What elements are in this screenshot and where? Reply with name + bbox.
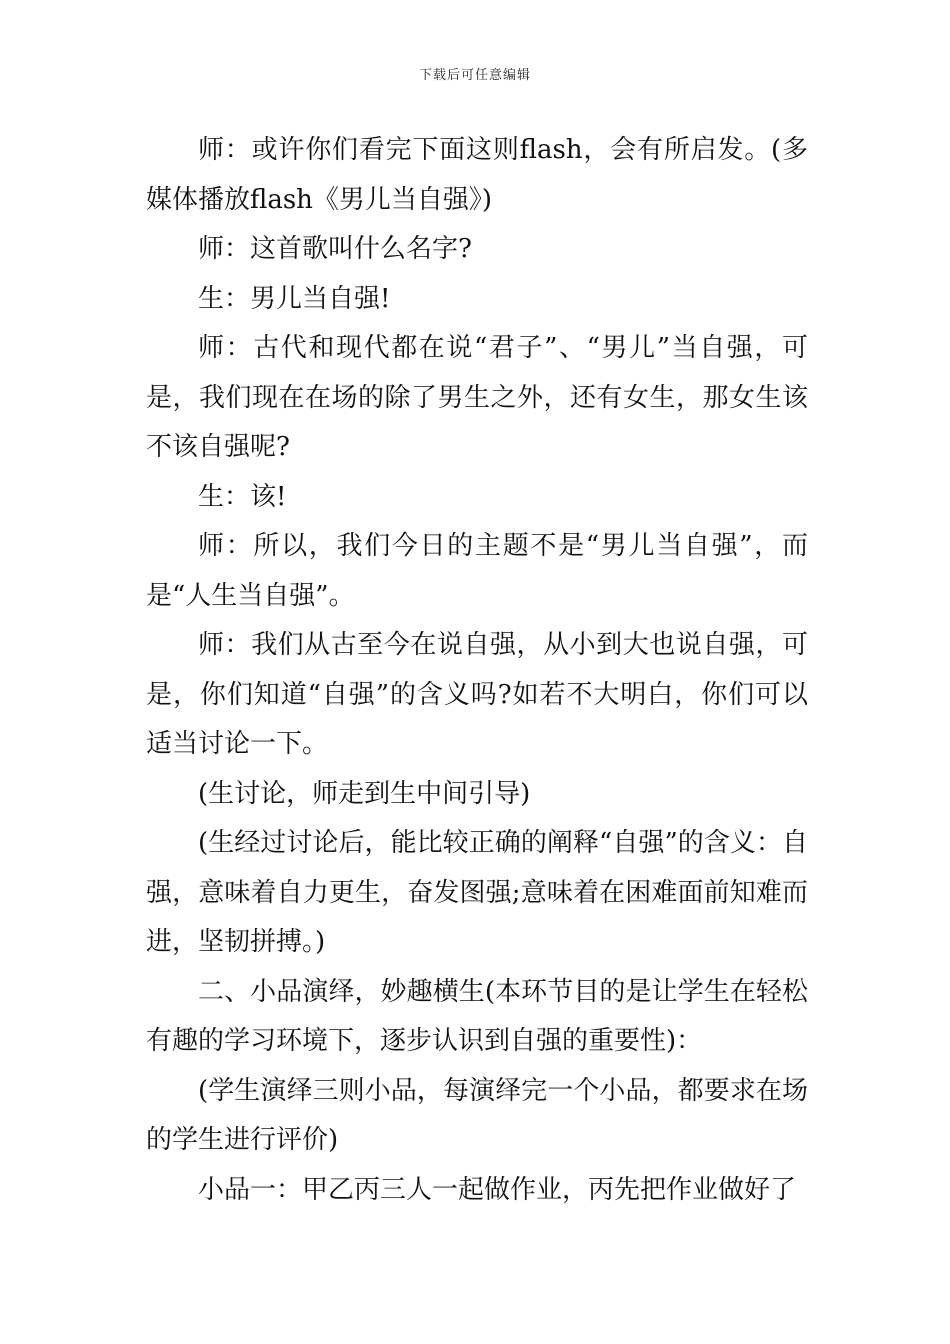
paragraph: (生讨论，师走到生中间引导) — [198, 778, 531, 809]
paragraph: 生：男儿当自强! — [198, 283, 391, 314]
paragraph: 师：所以，我们今日的主题不是“男儿当自强”，而是“人生当自强”。 — [146, 531, 808, 611]
paragraph: 师：我们从古至今在说自强，从小到大也说自强，可是，你们知道“自强”的含义吗?如若不大明白，你们可以适当讨论一下。 — [146, 630, 808, 759]
document-body — [146, 126, 808, 1215]
page-header: 下载后可任意编辑 — [418, 68, 531, 83]
paragraph: 小品一：甲乙丙三人一起做作业，丙先把作业做好了 — [198, 1174, 797, 1205]
paragraph: 生：该! — [198, 481, 287, 512]
paragraph: (学生演绎三则小品，每演绎完一个小品，都要求在场的学生进行评价) — [146, 1075, 808, 1155]
paragraph: 师：或许你们看完下面这则flash，会有所启发。(多媒体播放flash《男儿当自强》) — [146, 135, 808, 215]
paragraph: 师：古代和现代都在说“君子”、“男儿”当自强，可是，我们现在在场的除了男生之外，还有女生，那女生该不该自强呢? — [146, 333, 808, 462]
paragraph: (生经过讨论后，能比较正确的阐释“自强”的含义：自强，意味着自力更生，奋发图强;意味着在困难面前知难而进，坚韧拼搏。) — [146, 828, 808, 957]
paragraph: 二、小品演绎，妙趣横生(本环节目的是让学生在轻松有趣的学习环境下，逐步认识到自强的重要性)： — [146, 976, 808, 1056]
paragraph: 师：这首歌叫什么名字? — [198, 234, 472, 264]
